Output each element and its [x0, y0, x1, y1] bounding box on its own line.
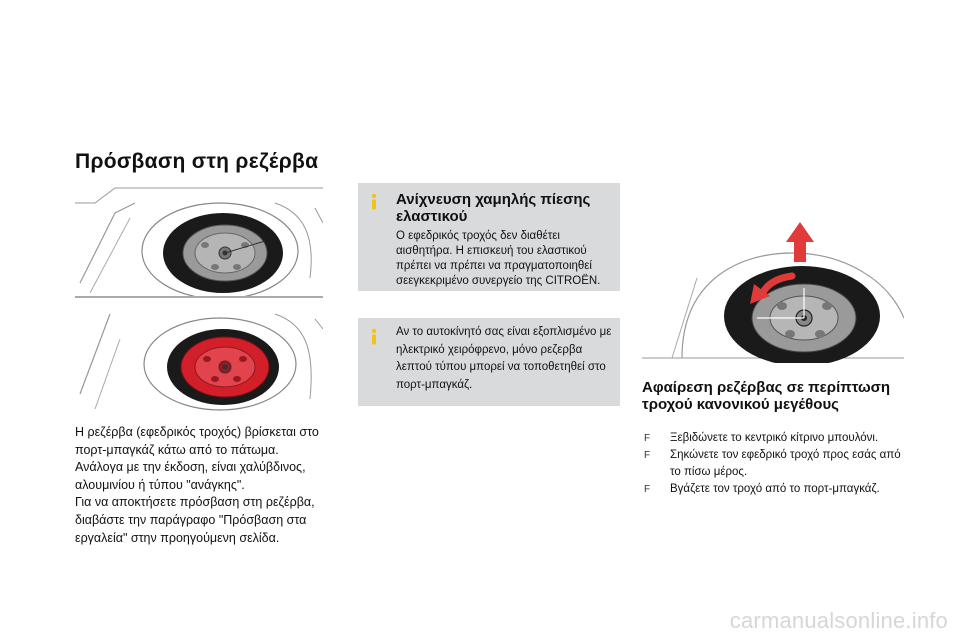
info-box-2-text: Αν το αυτοκίνητό σας είναι εξοπλισμένο με ηλεκτρικό χειρόφρενο, μόνο ρεζερβα λεπτού τύπου μπορεί να τοποθετηθεί στο πορτ-μπαγκάζ. — [396, 326, 612, 391]
illustration-divider — [75, 296, 323, 298]
info-box-1-text: Ο εφεδρικός τροχός δεν διαθέτει αισθητήρα. Η επισκευή του ελαστικού πρέπει να πρέπει να πραγματοποιηθεί σεεγκεκριμένο συνεργείο της CITROËN. — [396, 230, 601, 287]
left-description — [75, 424, 335, 547]
step-text: Σηκώνετε τον εφεδρικό τροχό προς εσάς από το πίσω μέρος. — [670, 449, 901, 478]
red-temporary-spare-wheel-illustration — [75, 299, 323, 412]
bullet-icon: F — [644, 484, 651, 495]
bullet-icon: F — [644, 433, 651, 444]
spare-wheel-removal-illustration — [642, 218, 904, 363]
left-paragraph-2: Ανάλογα με την έκδοση, είναι χαλύβδινος, αλουμινίου ή τύπου "ανάγκης". — [75, 460, 306, 492]
info-box-1-title: Ανίχνευση χαμηλής πίεσης ελαστικού — [396, 191, 591, 225]
step-text: Ξεβιδώνετε το κεντρικό κίτρινο μπουλόνι. — [670, 432, 879, 444]
removal-steps-list — [642, 430, 912, 498]
list-item — [642, 430, 912, 447]
left-paragraph-1: Η ρεζέρβα (εφεδρικός τροχός) βρίσκεται στο πορτ-μπαγκάζ κάτω από το πάτωμα. — [75, 425, 319, 457]
left-paragraph-3: Για να αποκτήσετε πρόσβαση στη ρεζέρβα, διαβάστε την παράγραφο "Πρόσβαση στα εργαλεία" στην προηγούμενη σελίδα. — [75, 495, 315, 545]
list-item — [642, 447, 912, 481]
info-icon — [366, 328, 382, 346]
page-title: Πρόσβαση στη ρεζέρβα — [75, 150, 319, 173]
steel-spare-wheel-illustration — [75, 183, 323, 296]
list-item — [642, 481, 912, 498]
watermark: carmanualsonline.info — [729, 608, 948, 633]
bullet-icon: F — [644, 450, 651, 461]
step-text: Βγάζετε τον τροχό από το πορτ-μπαγκάζ. — [670, 483, 880, 495]
info-icon — [366, 193, 382, 211]
info-box-electric-handbrake — [358, 318, 620, 406]
removal-section-heading: Αφαίρεση ρεζέρβας σε περίπτωση τροχού κανονικού μεγέθους — [642, 379, 891, 413]
info-box-tyre-pressure — [358, 183, 620, 291]
